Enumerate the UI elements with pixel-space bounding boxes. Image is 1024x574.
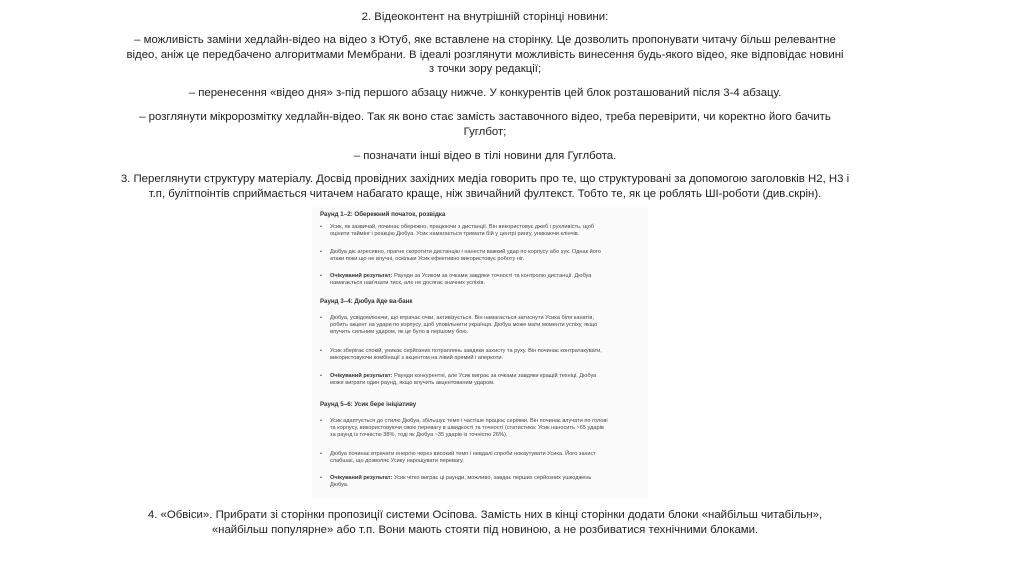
point-mark-videos: – позначати інші відео в тілі новини для Гуглбота. [353,150,617,162]
round-heading: Раунд 3–4: Дюбуа йде ва-банк [320,298,413,305]
section-2-heading: 2. Відеоконтент на внутрішній сторінці новини: [361,11,609,23]
point-microdata: – розглянути мікророзмітку хедлайн-відео. Так як воно стає замість заставочного відео, треба перевірити, чи коректно його бачить Гуглбот; [139,111,831,138]
section-4-paragraph: 4. «Обвіси». Прибрати зі сторінки пропозиції системи Осіпова. Замість них в кінці сторінки додати блоки «найбільш читабільн», «найбільш популярне» або т.п. Вони мають стояти під новиною, а не розбиватися технічними блоками. [147,509,823,536]
point-video-of-day: – перенесення «відео дня» з-під першого абзацу нижче. У конкурентів цей блок розташований після 3-4 абзацу. [188,87,782,99]
round-heading: Раунд 5–6: Усик бере ініціативу [320,401,417,408]
round-heading: Раунд 1–2: Обережний початок, розвідка [320,211,446,218]
point-headline-video-replace: – можливість заміни хедлайн-відео на відео з Ютуб, яке вставлене на сторінку. Це дозволить пропонувати читачу більш релевантне відео, аніж це передбачено алгоритмами Мембрани. В ідеалі розглянути можливість винесення будь-якого відео, яке відповідає новині з точки зору редакції; [126,34,844,75]
ai-article-screenshot: Раунд 1–2: Обережний початок, розвідка • Усик, як зазвичай, починає обережно, працюючи з дистанції. Він використовує джеб і рухливість, щоб оцінити таймінг і реакцію Дюбуа. Усик намагається тримати бій у центрі рингу, уникаючи клінчів. • Дюбуа діє агресивно, прагне скоротити дистанцію і нанести важкий удар по корпусу або хук. Однак його атаки поки що не влучні, оскільки Усик ефективно використовує роботу ніг. • Очікуваний результат: Раунди за Усиком за очками завдяки точності та контролю дистанції. Дюбуа намагається нав'язати тиск, але не досягає значних успіхів. Раунд 3–4: Дюбуа йде ва-банк • Дюбуа, усвідомлюючи, що втрачає очки, активізується. Він намагається затиснути Усика біля канатів, робить акцент на удари по корпусу, щоб уповільнити українця. Дюбуа може мати моменти успіху, якщо влучить сильним ударом, як це було в першому бою. • Усик зберігає спокій, уникає серйозних потраплянь завдяки захисту та руху. Він починає контратакувати, використовуючи комбінації з акцентом на лівий прямий і аперкоти. • Очікуваний результат: Раунди конкурентні, але Усик виграє за очками завдяки кращій техніці. Дюбуа може виграти один раунд, якщо влучить акцентованим ударом. Раунд 5–6: Усик бере ініціативу • Усик адаптується до стилю Дюбуа, збільшує темп і частіше працює серіями. Він починає влучати по голові та корпусу, використовуючи свою перевагу в швидкості та точності (статистика: Усик наносить ~65 ударів за раунд із точністю 38%, тоді як Дюбуа ~35 ударів із точністю 26%). • Дюбуа починає втрачати енергію через високий темп і невдалі спроби нокаутувати Усика. Його захист слабшає, що дозволяє Усику нарощувати перевагу. • Очікуваний результат: Усик чітко виграє ці раунди, можливо, завдає перших серйозних ушкоджень Дюбуа. [312,207,648,499]
section-3-paragraph: 3. Переглянути структуру матеріалу. Досвід провідних західних медіа говорить про те, що структуровані за допомогою заголовків Н2, Н3 і т.п, булітпоінтів сприймається читачем набагато краще, ніж звичайний фултекст. Тобто те, як це роблять ШІ-роботи (див.скрін). [120,173,850,200]
